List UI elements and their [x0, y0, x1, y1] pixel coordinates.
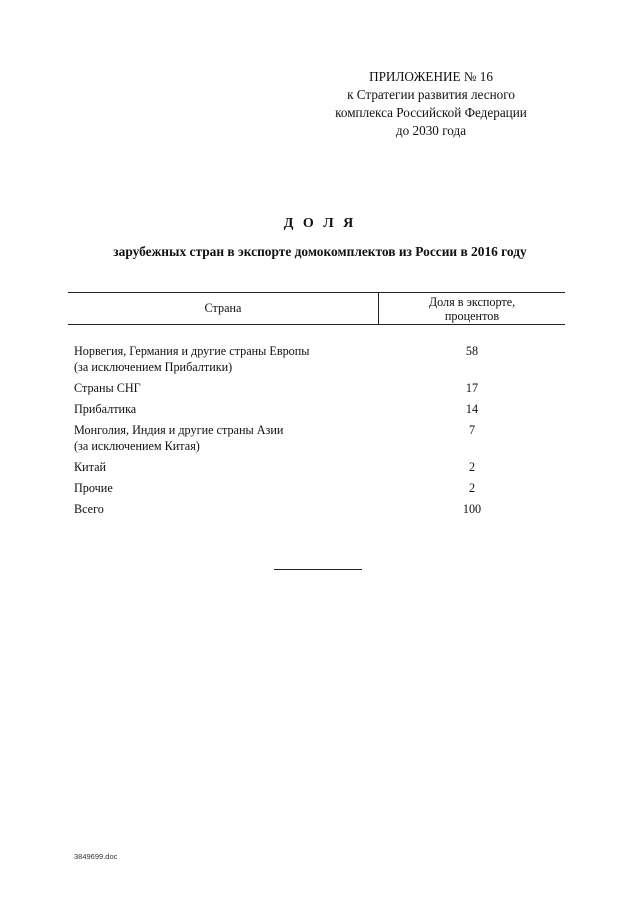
- table-body: [68, 343, 565, 522]
- table-row: [68, 380, 565, 396]
- table-row: [68, 459, 565, 475]
- row-value: 100: [462, 502, 482, 516]
- row-value: 2: [468, 460, 476, 474]
- export-share-table: [68, 292, 565, 516]
- row-value: 58: [465, 344, 479, 358]
- row-country-line-2: (за исключением Китая): [74, 439, 200, 453]
- appendix-line-4: до 2030 года: [395, 123, 467, 138]
- column-header-share-line-1: Доля в экспорте,: [428, 294, 516, 309]
- document-filename: 3849699.doc: [74, 852, 118, 861]
- row-value: 14: [465, 402, 479, 416]
- row-country: [68, 501, 374, 517]
- row-country: [68, 480, 374, 496]
- end-divider: [274, 569, 362, 570]
- row-value: 7: [468, 423, 476, 437]
- column-header-share-line-2: процентов: [444, 308, 500, 323]
- row-country: [68, 380, 374, 396]
- row-country: [68, 401, 374, 417]
- row-value: 17: [465, 381, 479, 395]
- row-country-line-1: Монголия, Индия и другие страны Азии: [74, 423, 284, 437]
- row-country-line-1: Прибалтика: [74, 402, 137, 416]
- row-country-line-1: Страны СНГ: [74, 381, 141, 395]
- table-row-total: [68, 501, 565, 517]
- table-row: [68, 422, 565, 454]
- row-country-line-1: Норвегия, Германия и другие страны Европы: [74, 344, 310, 358]
- appendix-line-2: к Стратегии развития лесного: [347, 87, 515, 102]
- appendix-line-3: комплекса Российской Федерации: [335, 105, 527, 120]
- row-country-line-1: Всего: [74, 502, 104, 516]
- row-country-line-2: (за исключением Прибалтики): [74, 360, 233, 374]
- appendix-header: [300, 68, 562, 140]
- row-country: [68, 459, 374, 475]
- row-country: [68, 343, 374, 375]
- table-row: [68, 480, 565, 496]
- table-row: [68, 343, 565, 375]
- table-header: [68, 292, 565, 325]
- document-subtitle: зарубежных стран в экспорте домокомплектов из России в 2016 году: [113, 244, 527, 259]
- row-country-line-1: Китай: [74, 460, 107, 474]
- document-title: Д О Л Я: [283, 216, 357, 231]
- column-header-share: [379, 293, 565, 324]
- table-row: [68, 401, 565, 417]
- appendix-number: ПРИЛОЖЕНИЕ № 16: [369, 69, 493, 84]
- row-country-line-1: Прочие: [74, 481, 113, 495]
- column-header-country: Страна: [68, 293, 379, 324]
- row-country: [68, 422, 374, 454]
- row-value: 2: [468, 481, 476, 495]
